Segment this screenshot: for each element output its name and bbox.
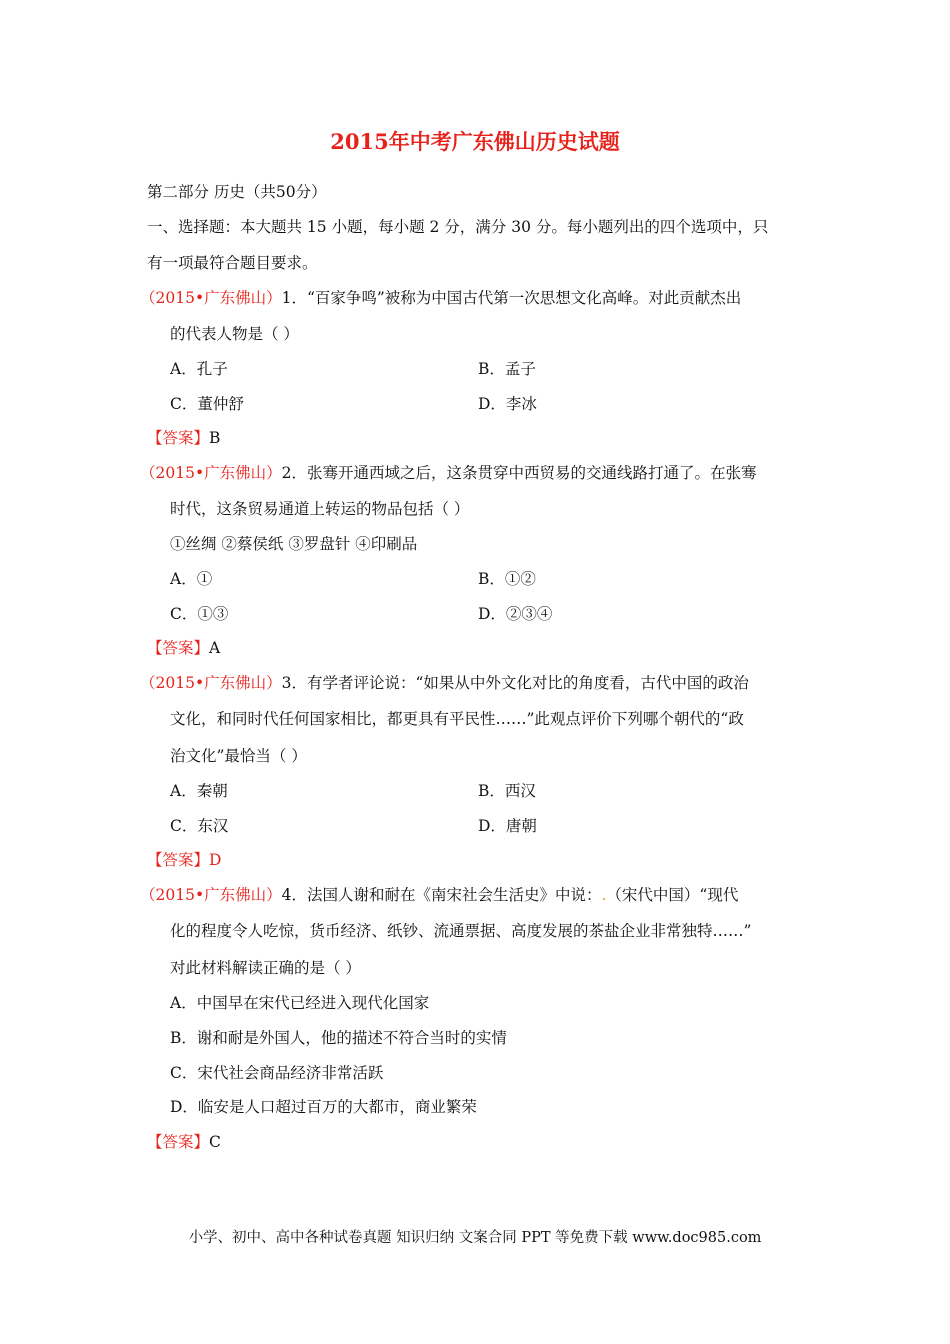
question-1-option-a: A．孔子: [170, 360, 228, 378]
question-1-line-2: 的代表人物是（ ）: [170, 325, 299, 343]
answer-value: C: [209, 1133, 221, 1151]
question-1-stem: 1．“百家争鸣”被称为中国古代第一次思想文化高峰。对此贡献杰出: [281, 289, 742, 307]
answer-value: D: [209, 851, 222, 869]
answer-label: 【答案】: [147, 1133, 210, 1151]
question-4-line-2: 化的程度令人吃惊，货币经济、纸钞、流通票据、高度发展的茶盐企业非常独特……”: [170, 922, 752, 940]
source-tag: （2015•广东佛山）: [140, 674, 282, 692]
question-4-line-1: [140, 885, 738, 905]
question-2-option-c: C．①③: [170, 605, 229, 623]
question-3-stem: 3．有学者评论说：“如果从中外文化对比的角度看，古代中国的政治: [281, 674, 749, 692]
footer-text: 小学、初中、高中各种试卷真题 知识归纳 文案合同 PPT 等免费下载 www.doc985.com: [188, 1230, 762, 1246]
question-1-option-c: C．董仲舒: [170, 395, 244, 413]
section-heading: 第二部分 历史（共50分）: [147, 183, 327, 201]
question-4-option-a: A．中国早在宋代已经进入现代化国家: [170, 994, 430, 1012]
question-1-option-d: D．李冰: [478, 395, 537, 413]
question-2-option-d: D．②③④: [478, 605, 553, 623]
source-tag: （2015•广东佛山）: [140, 289, 282, 307]
question-3-line-2: 文化，和同时代任何国家相比，都更具有平民性……”此观点评价下列哪个朝代的“政: [170, 710, 744, 728]
question-4-line-3: 对此材料解读正确的是（ ）: [170, 959, 361, 977]
question-3-line-1: [140, 673, 749, 693]
question-3-option-d: D．唐朝: [478, 817, 537, 835]
instructions-line-2: 有一项最符合题目要求。: [147, 254, 318, 272]
source-tag: （2015•广东佛山）: [140, 886, 282, 904]
question-2-option-b: B．①②: [478, 570, 536, 588]
question-2-answer: [147, 638, 220, 658]
question-2-line-2: 时代，这条贸易通道上转运的物品包括（ ）: [170, 500, 470, 518]
question-1-option-b: B．孟子: [478, 360, 536, 378]
question-4-stem-cont: （宋代中国）“现代: [606, 886, 739, 904]
stray-mark: .: [601, 886, 607, 904]
document-title: 2015年中考广东佛山历史试题: [330, 129, 620, 154]
answer-label: 【答案】: [147, 429, 210, 447]
question-2-line-1: [140, 463, 756, 483]
question-4-option-c: C．宋代社会商品经济非常活跃: [170, 1064, 384, 1082]
question-2-stem: 2．张骞开通西域之后，这条贯穿中西贸易的交通线路打通了。在张骞: [281, 464, 757, 482]
question-1-answer: [147, 428, 220, 448]
question-2-option-a: A．①: [170, 570, 213, 588]
answer-label: 【答案】: [147, 639, 210, 657]
question-3-line-3: 治文化”最恰当（ ）: [170, 747, 307, 765]
question-4-option-d: D．临安是人口超过百万的大都市，商业繁荣: [170, 1098, 477, 1116]
question-4-option-b: B．谢和耐是外国人，他的描述不符合当时的实情: [170, 1029, 507, 1047]
question-3-option-b: B．西汉: [478, 782, 536, 800]
answer-value: A: [209, 639, 221, 657]
question-3-answer: [147, 850, 221, 870]
question-3-option-a: A．秦朝: [170, 782, 228, 800]
answer-label: 【答案】: [147, 851, 210, 869]
source-tag: （2015•广东佛山）: [140, 464, 282, 482]
question-2-items: ①丝绸 ②蔡侯纸 ③罗盘针 ④印刷品: [170, 535, 418, 553]
instructions-line-1: 一、选择题：本大题共 15 小题，每小题 2 分，满分 30 分。每小题列出的四个选项中，只: [147, 218, 769, 236]
answer-value: B: [209, 429, 221, 447]
question-3-option-c: C．东汉: [170, 817, 229, 835]
question-4-stem: 4．法国人谢和耐在《南宋社会生活史》中说：: [281, 886, 602, 904]
question-1-line-1: [140, 288, 741, 308]
question-4-answer: [147, 1132, 221, 1152]
